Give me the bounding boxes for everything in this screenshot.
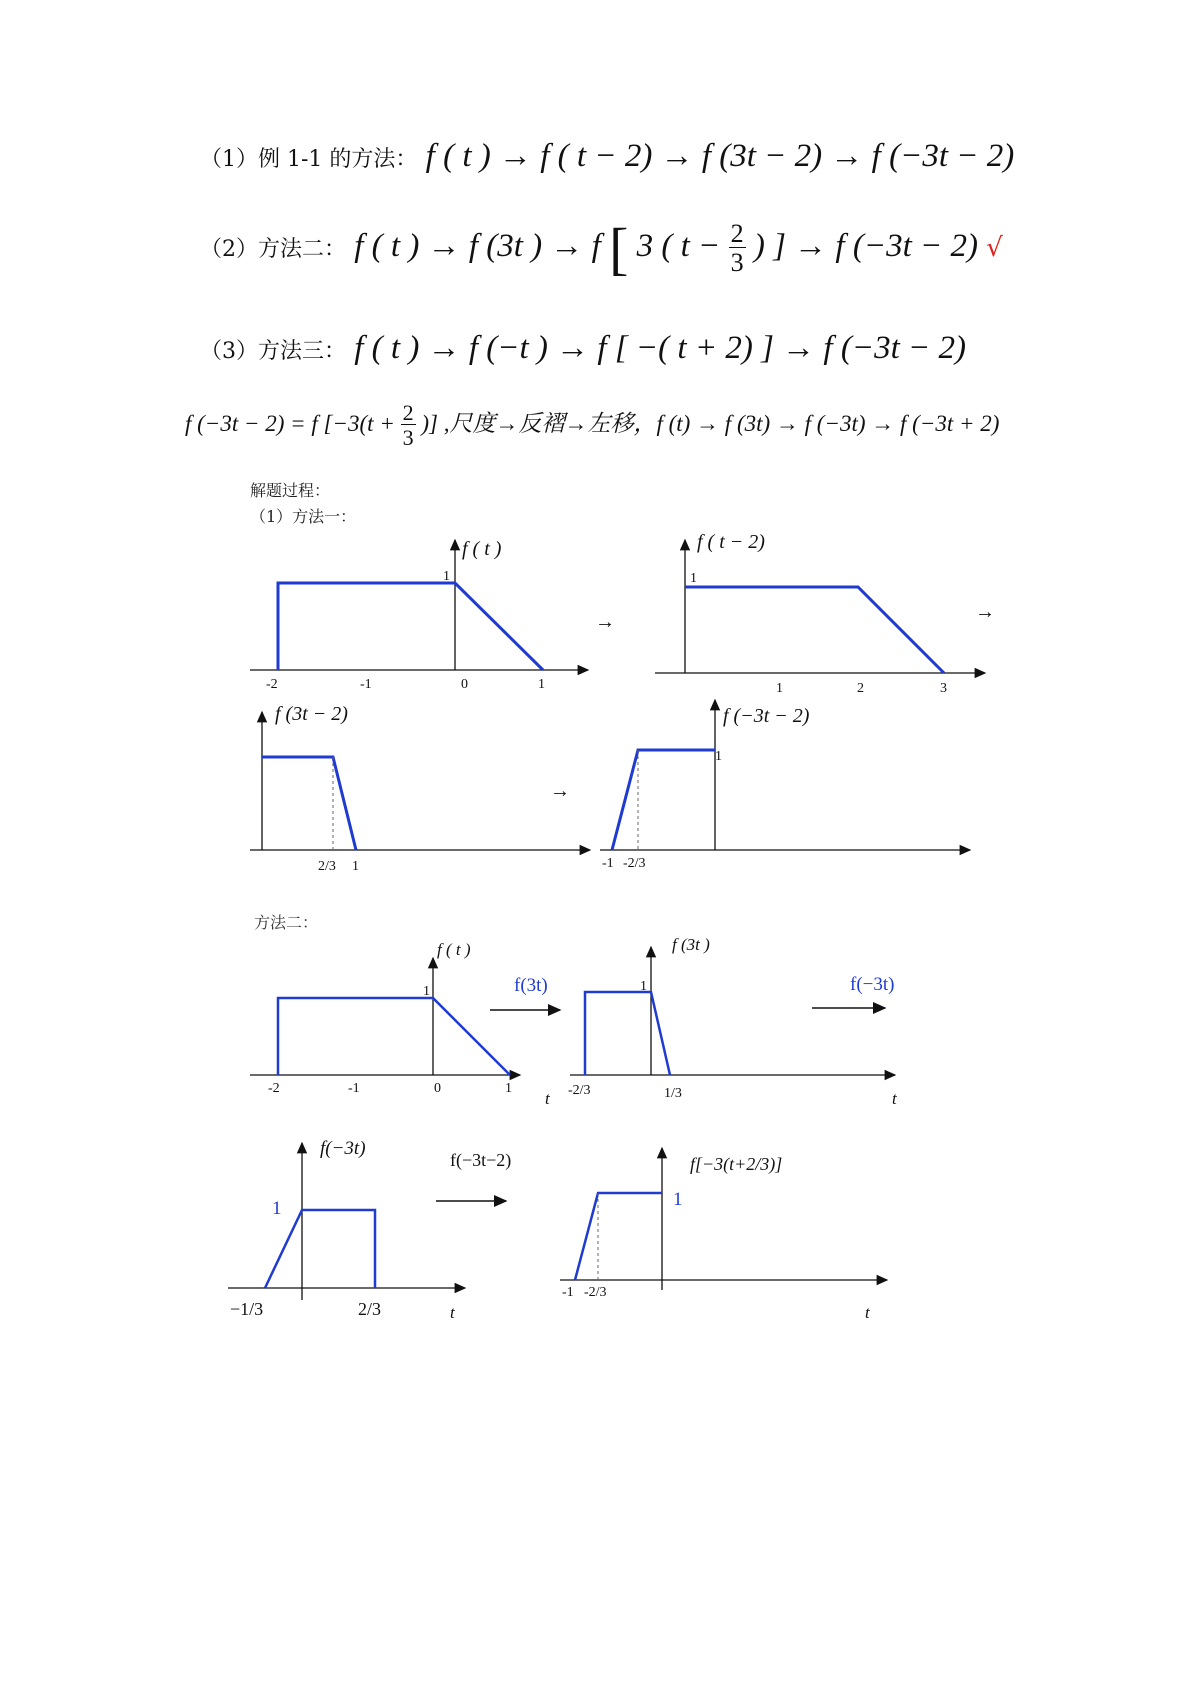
method-1-title: （1）方法一： [250,507,357,526]
graph-m2-ft-axis: t [545,1089,550,1108]
graph-m2-f3t-title: f (3t ) [672,935,710,954]
graph-ft2-tick-2: 3 [940,681,947,696]
graph-m2-final-axis: t [865,1303,870,1322]
method-1-chain: f ( t ) → f ( t − 2) → f (3t − 2) → f (−3t − 2) [425,138,1015,174]
arrow-2: → [975,601,995,623]
graph-fm3t2-peak: 1 [715,749,722,764]
graph-ft-minus-2 [655,531,985,696]
graph-ft-tick-2: 0 [461,677,468,692]
graph-fm3t2-tick-1: -2/3 [623,856,646,871]
graph-m2-ft-tick-0: -2 [268,1081,280,1096]
summary-rhs: )] ,尺度→反褶→左移，f (t) → f (3t) → f (−3t) → f (−3t + 2) [421,410,1000,436]
method-2-chain-b: 3 ( t − [636,228,721,265]
arrow-fm3t2-label: f(−3t−2) [450,1150,512,1170]
method-2-title: 方法二： [254,913,319,932]
graph-m2-ft-tick-3: 1 [505,1081,512,1096]
graph-fm3t2-title: f (−3t − 2) [723,705,810,727]
summary-line [185,402,999,449]
method-2-chain-c: ) ] → f (−3t − 2) [753,228,979,265]
method-3-label: （3）方法三： [200,339,346,364]
arrow-fm3t-label: f(−3t) [850,974,895,995]
graph-ft-tick-0: -2 [266,677,278,692]
method-2-line [200,215,1003,282]
graph-m2-final-tick-0: -1 [562,1285,574,1300]
graph-m2-f3t-axis: t [892,1089,897,1108]
graph-m2-ft [250,940,551,1108]
graph-m2-ft-tick-2: 0 [434,1081,441,1096]
graph-f3t2-tick-0: 2/3 [318,859,336,874]
graph-f3t2-title: f (3t − 2) [275,703,348,725]
summary-frac-num: 2 [402,400,414,425]
method-1-line [200,138,1014,175]
graph-ft-title: f ( t ) [462,538,502,560]
fraction-denominator: 3 [730,248,744,277]
method-3-line [200,330,966,367]
graph-ft-tick-1: -1 [360,677,372,692]
arrow-f3t-label: f(3t) [514,975,548,996]
graph-fm3t-minus-2 [600,700,970,871]
graph-m2-f3t-tick-1: 1/3 [664,1086,682,1101]
fraction-numerator: 2 [730,219,744,248]
graph-f3t2-tick-1: 1 [352,859,359,874]
graph-ft-peak: 1 [443,569,450,584]
graph-m2-fm3t-axis: t [450,1303,455,1322]
graph-m2-fm3t-tick-0: −1/3 [230,1299,264,1319]
graph-m2-ft-peak: 1 [423,984,430,999]
graph-m2-final [560,1148,887,1322]
method-2-graphs [0,925,1191,1325]
graph-m2-ft-tick-1: -1 [348,1081,360,1096]
arrow-1: → [595,611,615,633]
graph-fm3t2-tick-0: -1 [602,856,614,871]
graph-ft2-tick-0: 1 [776,681,783,696]
arrow-3: → [550,780,570,802]
summary-fraction [401,402,416,449]
graph-m2-final-tick-1: -2/3 [584,1285,607,1300]
graph-m2-f3t-tick-0: -2/3 [568,1083,591,1098]
graph-f3t-minus-2 [250,703,590,874]
method-1-label: （1）例 1-1 的方法： [200,147,418,172]
graph-m2-final-title: f[−3(t+2/3)] [690,1154,783,1174]
graph-m2-ft-title: f ( t ) [437,940,471,959]
graph-ft2-title: f ( t − 2) [697,531,765,553]
method-1-graphs [0,520,1191,910]
graph-m2-fm3t-peak: 1 [272,1198,282,1219]
solution-title: 解题过程： [250,481,331,500]
check-mark-icon: √ [986,233,1003,264]
graph-ft [250,538,588,692]
bracket-left: [ [609,216,629,281]
summary-lhs: f (−3t − 2) = f [−3(t + [185,410,395,436]
graph-ft-tick-3: 1 [538,677,545,692]
method-2-chain-a: f ( t ) → f (3t ) → f [354,228,601,265]
graph-m2-final-peak: 1 [673,1189,683,1210]
graph-m2-f3t [568,935,898,1108]
graph-m2-f3t-peak: 1 [640,979,647,994]
graph-ft2-peak: 1 [690,571,697,586]
graph-ft2-tick-1: 2 [857,681,864,696]
arrow-f3t [490,975,560,1010]
graph-m2-fm3t-title: f(−3t) [320,1138,366,1159]
method-3-chain: f ( t ) → f (−t ) → f [ −( t + 2) ] → f (−3t − 2) [354,330,967,366]
method-2-label: （2）方法二： [200,237,346,263]
graph-m2-fm3t [228,1138,465,1322]
arrow-fm3t2 [436,1150,511,1201]
graph-m2-fm3t-tick-1: 2/3 [358,1299,382,1319]
summary-frac-den: 3 [402,425,414,450]
arrow-fm3t [812,974,894,1008]
method-2-fraction [729,221,746,276]
